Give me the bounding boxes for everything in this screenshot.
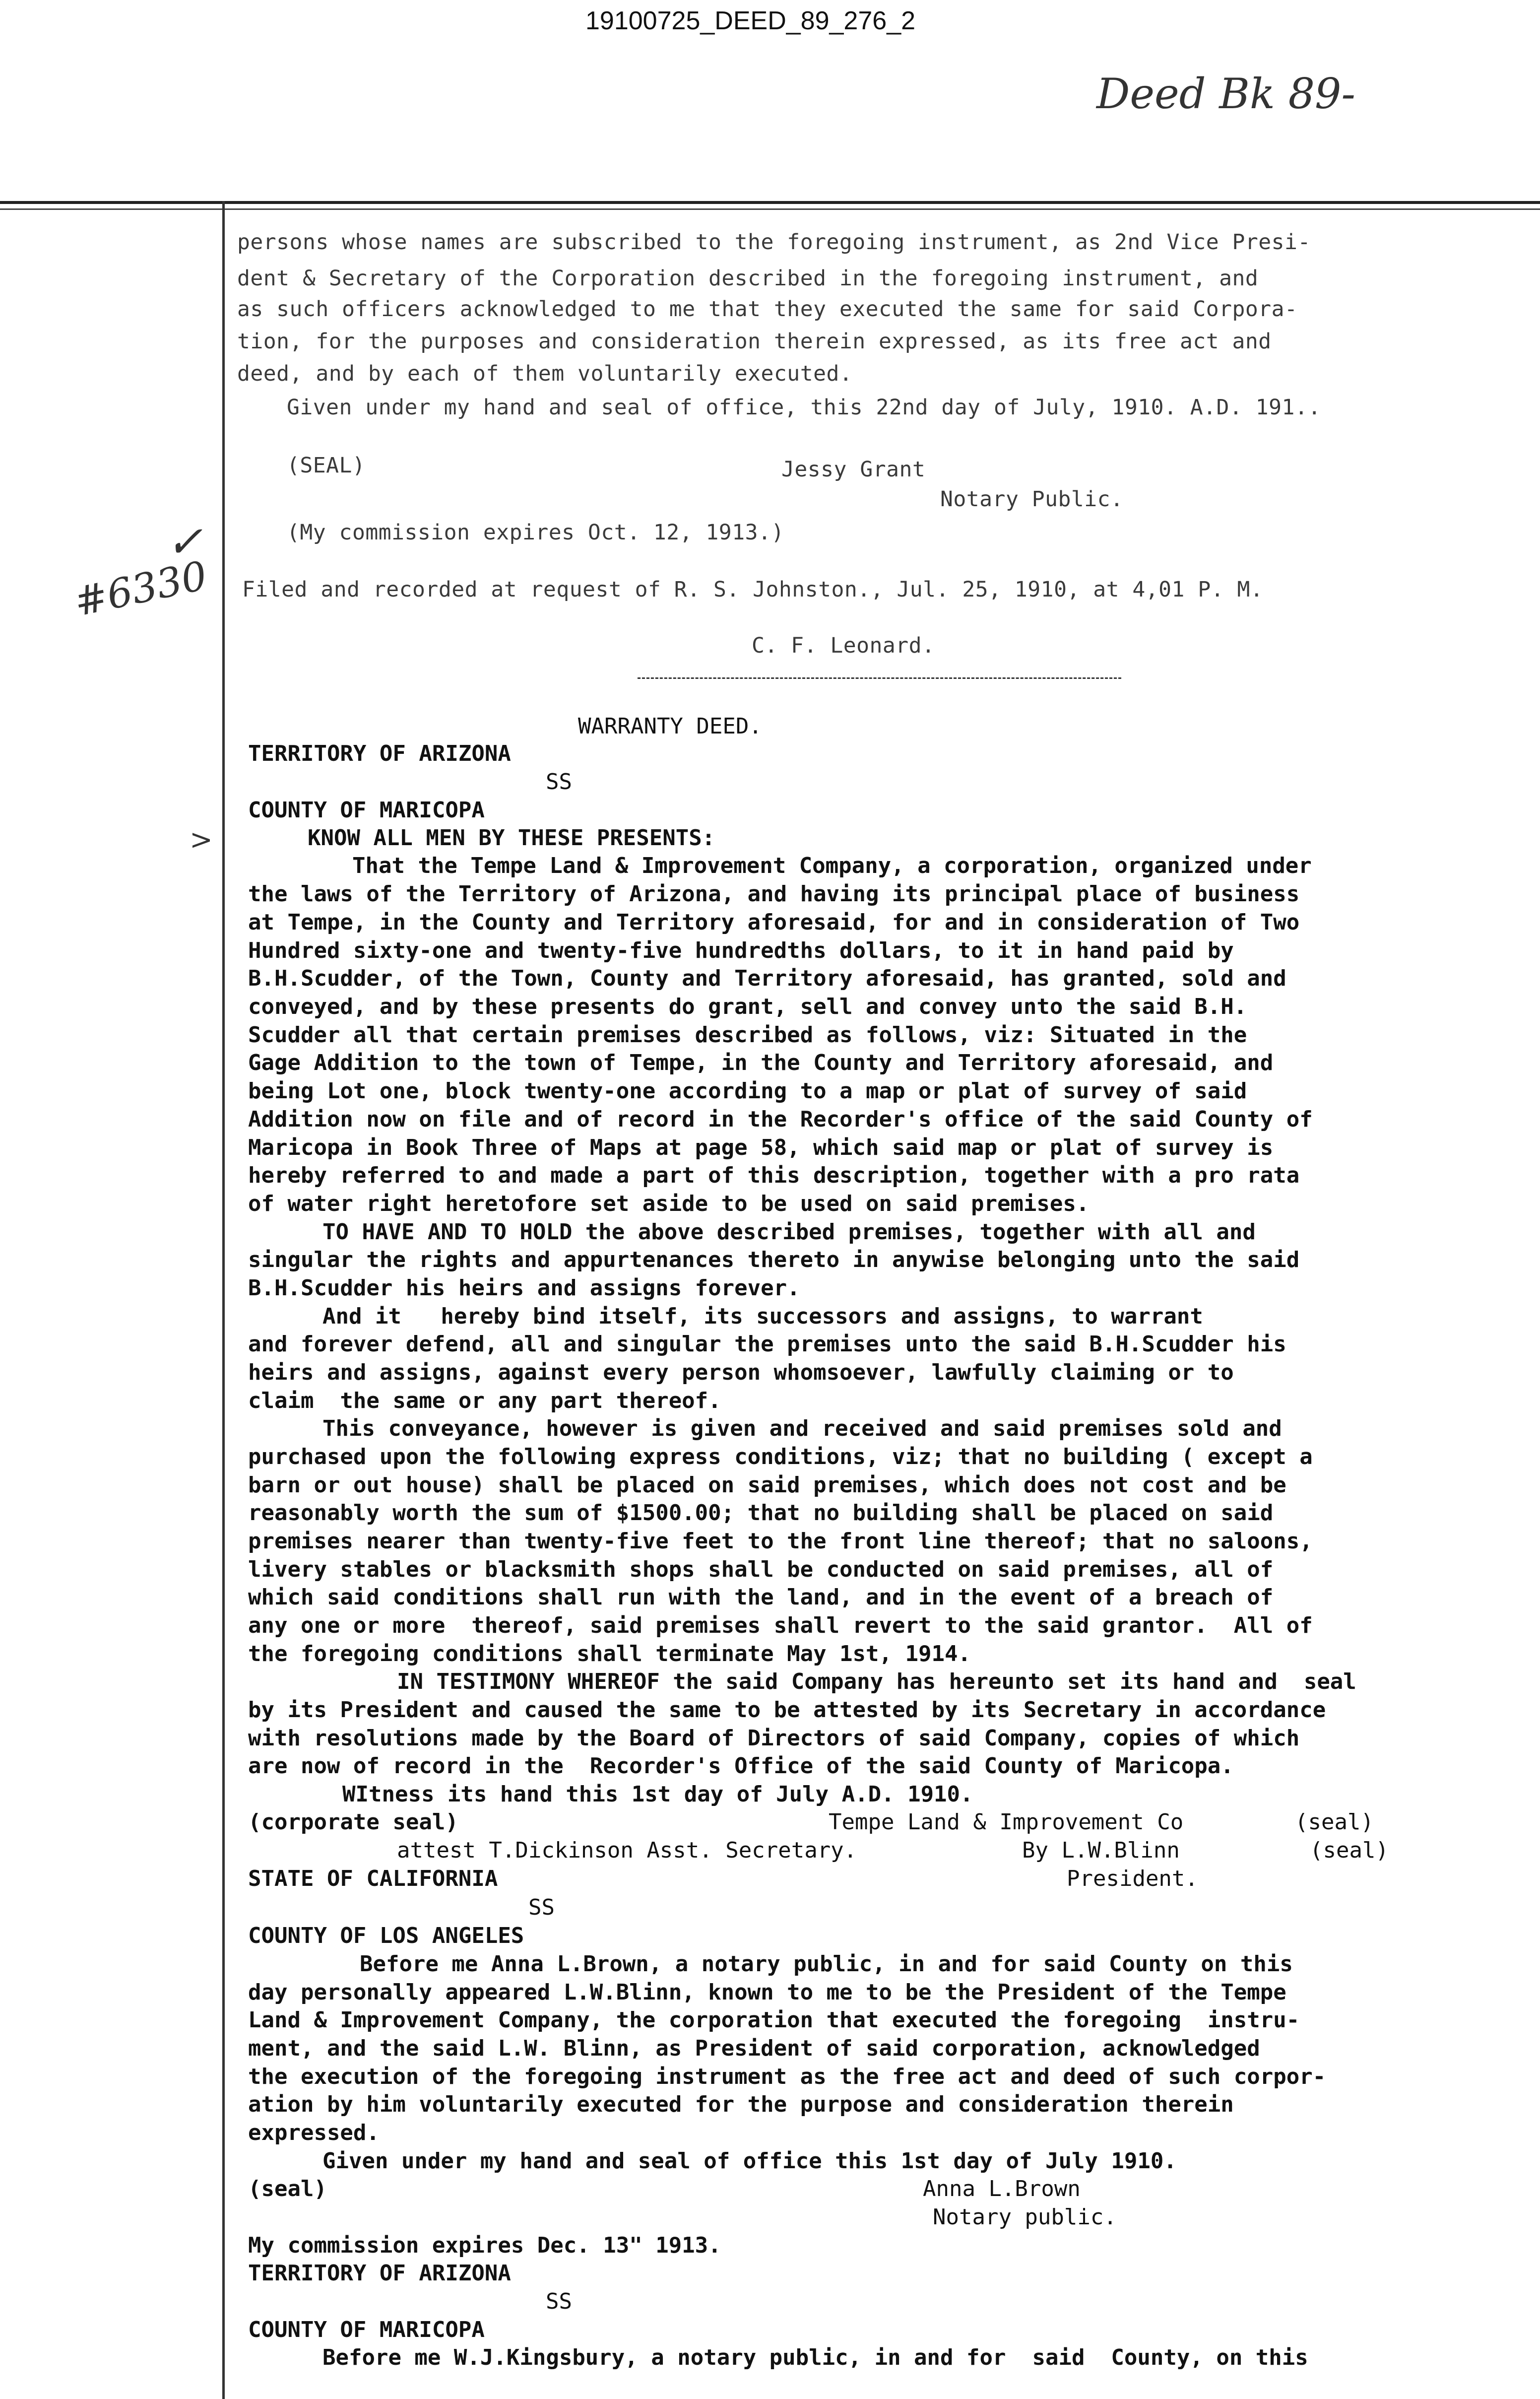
deed-body-line: That the Tempe Land & Improvement Company, a corporation, organized under: [352, 853, 1312, 878]
venue-state: TERRITORY OF ARIZONA: [248, 741, 511, 766]
deed-body-line: Gage Addition to the town of Tempe, in the County and Territory aforesaid, and: [248, 1050, 1274, 1075]
acknowledgment-line: expressed.: [248, 2120, 380, 2145]
caret-mark: >: [190, 824, 213, 856]
deed-body-line: hereby referred to and made a part of this description, together with a pro rata: [248, 1163, 1300, 1188]
left-margin-line: [222, 201, 225, 2399]
prev-ack-commission: (My commission expires Oct. 12, 1913.): [287, 520, 784, 545]
deed-body-line: are now of record in the Recorder's Office of the said County of Maricopa.: [248, 1753, 1234, 1779]
book-reference-annotation: Deed Bk 89-: [1096, 69, 1355, 118]
prev-ack-line: deed, and by each of them voluntarily executed.: [237, 361, 853, 386]
prev-ack-line: dent & Secretary of the Corporation described in the foregoing instrument, and: [237, 266, 1259, 291]
deed-body-line: singular the rights and appurtenances thereto in anywise belonging unto the said: [248, 1247, 1300, 1272]
acknowledgment-line: the execution of the foregoing instrument as the free act and deed of such corpor-: [248, 2064, 1326, 2089]
venue-state: STATE OF CALIFORNIA: [248, 1866, 498, 1891]
deed-body-line: the foregoing conditions shall terminate May 1st, 1914.: [248, 1641, 971, 1666]
deed-body-line: which said conditions shall run with the land, and in the event of a breach of: [248, 1585, 1274, 1610]
deed-body-line: being Lot one, block twenty-one according to a map or plat of survey of said: [248, 1078, 1247, 1104]
deed-intro: KNOW ALL MEN BY THESE PRESENTS:: [308, 825, 715, 851]
prev-ack-seal: (SEAL): [287, 453, 366, 478]
prev-ack-signer: Jessy Grant: [781, 457, 926, 482]
top-rule-secondary: [0, 208, 1540, 210]
acknowledgment-line: Before me W.J.Kingsbury, a notary public, in and for said County, on this: [322, 2345, 1308, 2370]
venue-ss: SS: [528, 1895, 555, 1920]
deed-body-line: with resolutions made by the Board of Directors of said Company, copies of which: [248, 1726, 1300, 1751]
deed-body-line: purchased upon the following express conditions, viz; that no building ( except a: [248, 1444, 1313, 1469]
deed-body-line: at Tempe, in the County and Territory aforesaid, for and in consideration of Two: [248, 910, 1300, 935]
check-mark: ✓: [166, 516, 203, 567]
deed-body-line: conveyed, and by these presents do grant, sell and convey unto the said B.H.: [248, 994, 1247, 1019]
company-signature: Tempe Land & Improvement Co: [829, 1809, 1184, 1835]
notary-title: Notary public.: [933, 2204, 1117, 2230]
top-rule: [0, 201, 1540, 204]
president-title: President.: [1067, 1866, 1198, 1891]
venue-ss: SS: [546, 769, 572, 795]
deed-body-line: the laws of the Territory of Arizona, and having its principal place of business: [248, 881, 1300, 907]
deed-body-line: B.H.Scudder, of the Town, County and Territory aforesaid, has granted, sold and: [248, 966, 1286, 991]
venue-county: COUNTY OF MARICOPA: [248, 2317, 485, 2342]
notary-seal-label: (seal): [248, 2176, 327, 2201]
corporate-seal-label: (corporate seal): [248, 1809, 458, 1835]
deed-title: WARRANTY DEED.: [578, 714, 762, 739]
venue-county: COUNTY OF LOS ANGELES: [248, 1923, 524, 1948]
filed-recorded-line: Filed and recorded at request of R. S. Johnston., Jul. 25, 1910, at 4,01 P. M.: [242, 577, 1264, 602]
prev-ack-given: Given under my hand and seal of office, this 22nd day of July, 1910. A.D. 191..: [287, 395, 1321, 420]
deed-body-line: Maricopa in Book Three of Maps at page 58, which said map or plat of survey is: [248, 1135, 1274, 1160]
prev-ack-line: tion, for the purposes and consideration therein expressed, as its free act and: [237, 329, 1272, 354]
notary-commission: My commission expires Dec. 13" 1913.: [248, 2233, 721, 2258]
deed-body-line: reasonably worth the sum of $1500.00; that no building shall be placed on said: [248, 1500, 1274, 1526]
seal-label: (seal): [1310, 1838, 1389, 1863]
deed-body-line: And it hereby bind itself, its successors and assigns, to warrant: [322, 1304, 1203, 1329]
acknowledgment-line: Land & Improvement Company, the corporation that executed the foregoing instru-: [248, 2007, 1300, 2033]
deed-body-line: This conveyance, however is given and received and said premises sold and: [322, 1416, 1282, 1441]
record-separator: [638, 677, 1121, 679]
acknowledgment-line: day personally appeared L.W.Blinn, known to me to be the President of the Tempe: [248, 1980, 1286, 2005]
deed-body-line: livery stables or blacksmith shops shall be conducted on said premises, all of: [248, 1557, 1274, 1582]
deed-body-line: IN TESTIMONY WHEREOF the said Company has hereunto set its hand and seal: [397, 1669, 1356, 1694]
acknowledgment-line: Before me Anna L.Brown, a notary public, in and for said County on this: [360, 1951, 1293, 1977]
prev-ack-line: as such officers acknowledged to me that they executed the same for said Corpora-: [237, 297, 1298, 322]
deed-body-line: barn or out house) shall be placed on said premises, which does not cost and be: [248, 1472, 1286, 1498]
venue-ss: SS: [546, 2289, 572, 2314]
deed-body-line: Addition now on file and of record in the Recorder's office of the said County of: [248, 1107, 1313, 1132]
deed-body-line: any one or more thereof, said premises shall revert to the said grantor. All of: [248, 1613, 1313, 1638]
deed-body-line: B.H.Scudder his heirs and assigns forever.: [248, 1275, 800, 1301]
deed-body-line: premises nearer than twenty-five feet to the front line thereof; that no saloons,: [248, 1529, 1313, 1554]
attest-line: attest T.Dickinson Asst. Secretary.: [397, 1838, 857, 1863]
prev-ack-line: persons whose names are subscribed to the foregoing instrument, as 2nd Vice Presi-: [237, 230, 1311, 255]
deed-body-line: TO HAVE AND TO HOLD the above described premises, together with all and: [322, 1219, 1256, 1245]
deed-body-line: WItness its hand this 1st day of July A.D. 1910.: [342, 1782, 973, 1807]
venue-state: TERRITORY OF ARIZONA: [248, 2261, 511, 2286]
record-number-annotation: #6330: [70, 552, 211, 626]
document-id: 19100725_DEED_89_276_2: [585, 6, 916, 35]
notary-signature: Anna L.Brown: [923, 2176, 1081, 2201]
president-signature: By L.W.Blinn: [1022, 1838, 1180, 1863]
prev-ack-notary-title: Notary Public.: [940, 487, 1124, 512]
deed-body-line: by its President and caused the same to be attested by its Secretary in accordance: [248, 1697, 1326, 1723]
acknowledgment-line: Given under my hand and seal of office this 1st day of July 1910.: [322, 2148, 1177, 2174]
deed-body-line: of water right heretofore set aside to be used on said premises.: [248, 1191, 1090, 1216]
deed-body-line: and forever defend, all and singular the premises unto the said B.H.Scudder his: [248, 1332, 1286, 1357]
deed-body-line: heirs and assigns, against every person whomsoever, lawfully claiming or to: [248, 1360, 1234, 1385]
acknowledgment-line: ation by him voluntarily executed for the purpose and consideration therein: [248, 2092, 1234, 2117]
deed-body-line: Scudder all that certain premises described as follows, viz: Situated in the: [248, 1022, 1247, 1048]
deed-body-line: Hundred sixty-one and twenty-five hundredths dollars, to it in hand paid by: [248, 938, 1234, 963]
seal-label: (seal): [1295, 1809, 1374, 1835]
deed-body-line: claim the same or any part thereof.: [248, 1388, 721, 1413]
recorder-name: C. F. Leonard.: [752, 633, 935, 658]
venue-county: COUNTY OF MARICOPA: [248, 798, 485, 823]
acknowledgment-line: ment, and the said L.W. Blinn, as President of said corporation, acknowledged: [248, 2036, 1260, 2061]
